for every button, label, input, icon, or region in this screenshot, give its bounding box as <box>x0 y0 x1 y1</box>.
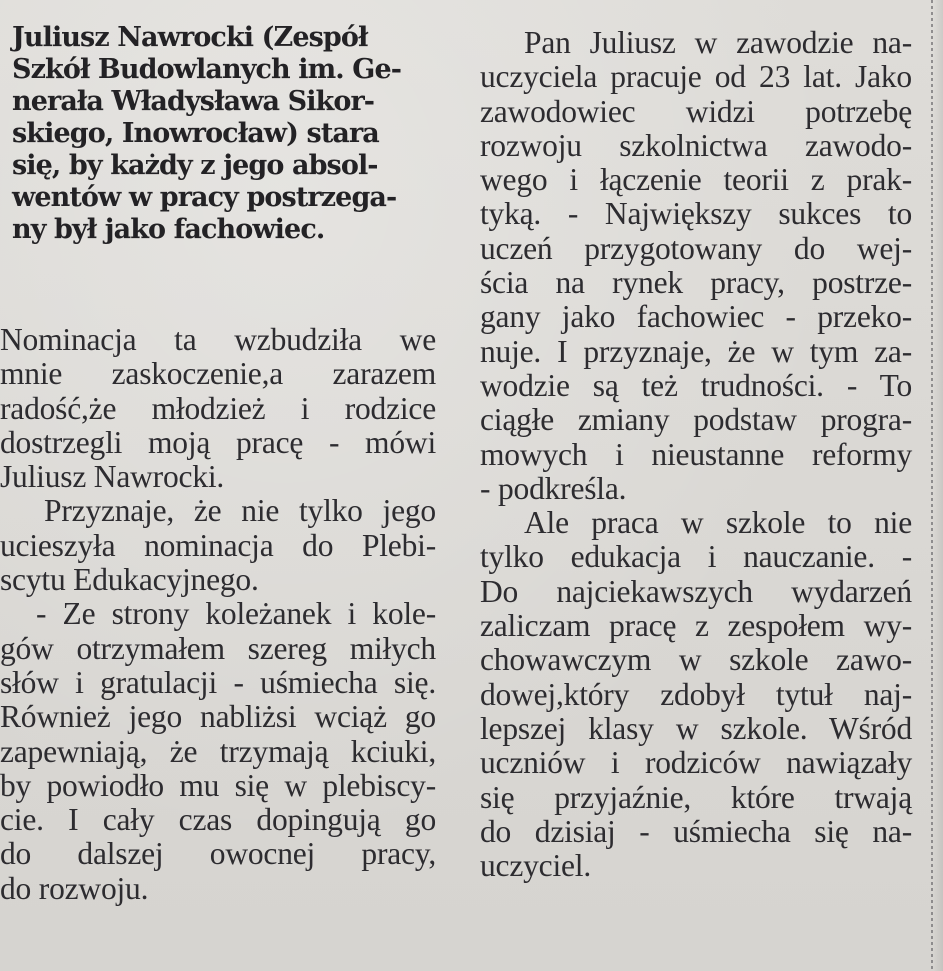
text-line: cie. I cały czas dopingują go <box>0 802 436 838</box>
paragraph <box>0 597 436 906</box>
text-line: do rozwoju. <box>0 870 149 906</box>
text-line: - podkreśla. <box>480 470 627 506</box>
text-line: tyką. - Największy sukces to <box>480 196 912 232</box>
text-line: dowej,który zdobył tytuł naj- <box>480 676 912 712</box>
text-line: Do najciekawszych wydarzeń <box>480 573 912 609</box>
text-line: gów otrzymałem szereg miłych <box>0 630 436 666</box>
left-column-body <box>0 323 436 906</box>
text-line: uczyciel. <box>480 848 592 884</box>
lead-line: nerała Władysława Sikor- <box>12 86 375 117</box>
lead-line: Szkół Budowlanych im. Ge- <box>12 54 402 85</box>
text-line: Nominacja ta wzbudziła we <box>0 322 436 357</box>
text-line: słów i gratulacji - uśmiecha się. <box>0 664 436 700</box>
text-line: zawodowiec widzi potrzebę <box>480 93 912 129</box>
text-line: Również jego nabliżsi wciąż go <box>0 699 436 735</box>
text-line: Przyznaje, że nie tylko jego <box>44 493 436 529</box>
paragraph <box>0 323 436 494</box>
text-line: rozwoju szkolnictwa zawodo- <box>480 127 912 163</box>
page-edge-shadow <box>933 0 943 971</box>
text-line: dostrzegli moją pracę - mówi <box>0 424 436 460</box>
text-line: uczniów i rodziców nawiązały <box>480 745 912 781</box>
text-line: ciągłe zmiany podstaw progra- <box>480 402 912 438</box>
text-line: by powiodło mu się w plebiscy- <box>0 767 436 803</box>
text-line: Pan Juliusz w zawodzie na- <box>524 25 912 60</box>
text-line: scytu Edukacyjnego. <box>0 562 259 598</box>
text-line: lepszej klasy w szkole. Wśród <box>480 710 912 746</box>
text-line: uczeń przygotowany do wej- <box>480 230 912 266</box>
article-lead <box>12 22 430 246</box>
text-line: - Ze strony koleżanek i kole- <box>36 596 436 632</box>
text-line: gany jako fachowiec - przeko- <box>480 299 912 335</box>
text-line: nuje. I przyznaje, że w tym za- <box>480 333 912 369</box>
text-line: chowawczym w szkole zawo- <box>480 642 912 678</box>
text-line: ścia na rynek pracy, postrze- <box>480 265 912 301</box>
lead-line: ny był jako fachowiec. <box>12 214 325 245</box>
text-line: zapewniają, że trzymają kciuki, <box>0 733 436 769</box>
text-line: Ale praca w szkole to nie <box>524 505 912 541</box>
text-line: wodzie są też trudności. - To <box>480 367 912 403</box>
lead-line: skiego, Inowrocław) stara <box>12 118 379 149</box>
paragraph <box>0 494 436 597</box>
text-line: zaliczam pracę z zespołem wy- <box>480 608 912 644</box>
text-line: do dzisiaj - uśmiecha się na- <box>480 813 912 849</box>
lead-line: wentów w pracy postrzega- <box>12 182 397 213</box>
text-line: wego i łączenie teorii z prak- <box>480 162 912 198</box>
text-line: uczyciela pracuje od 23 lat. Jako <box>480 59 912 95</box>
text-line: się przyjaźnie, które trwają <box>480 779 912 815</box>
paragraph <box>480 506 912 883</box>
lead-line: się, by każdy z jego absol- <box>12 150 378 181</box>
text-line: do dalszej owocnej pracy, <box>0 836 436 872</box>
lead-line: Juliusz Nawrocki (Zespół <box>12 22 368 53</box>
text-line: tylko edukacja i nauczanie. - <box>480 539 912 575</box>
paragraph <box>480 26 912 506</box>
text-line: Juliusz Nawrocki. <box>0 459 225 495</box>
text-line: ucieszyła nominacja do Plebi- <box>0 527 436 563</box>
text-line: mnie zaskoczenie,a zarazem <box>0 356 436 392</box>
text-line: radość,że młodzież i rodzice <box>0 390 436 426</box>
text-line: mowych i nieustanne reformy <box>480 436 912 472</box>
right-column-body <box>480 26 912 883</box>
